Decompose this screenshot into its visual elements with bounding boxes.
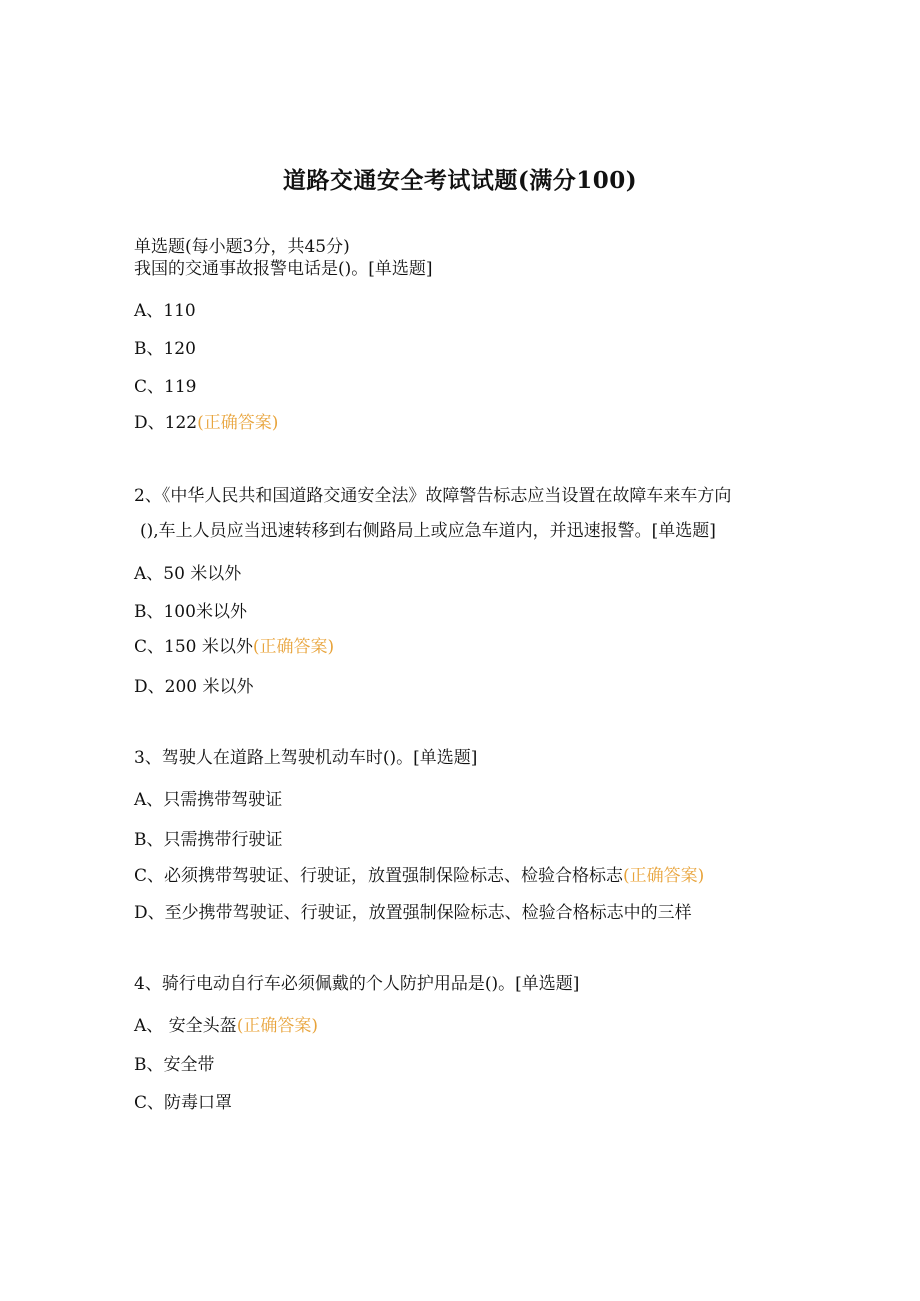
correct-answer-tag: (正确答案): [197, 413, 279, 433]
question-2-option-c: [134, 636, 334, 658]
option-text: C、必须携带驾驶证、行驶证，放置强制保险标志、检验合格标志: [134, 866, 624, 886]
option-text: C、150 米以外: [134, 637, 253, 657]
question-1-option-b: B、120: [134, 339, 196, 359]
document-title: 道路交通安全考试试题(满分100): [282, 167, 638, 194]
question-3-option-d: D、至少携带驾驶证、行驶证，放置强制保险标志、检验合格标志中的三样: [134, 903, 692, 923]
question-2-option-a: A、50 米以外: [134, 564, 242, 584]
question-2-stem-line2: (),车上人员应当迅速转移到右侧路局上或应急车道内，并迅速报警。[单选题]: [140, 521, 716, 541]
correct-answer-tag: (正确答案): [252, 637, 335, 657]
section-heading: 单选题(每小题3分，共45分): [134, 237, 350, 257]
question-2-stem-line1: 2、《中华人民共和国道路交通安全法》故障警告标志应当设置在故障车来车方向: [134, 486, 732, 506]
question-3-option-b: B、只需携带行驶证: [134, 830, 283, 850]
question-3-option-a: A、只需携带驾驶证: [134, 790, 283, 810]
question-2-option-d: D、200 米以外: [134, 677, 254, 697]
correct-answer-tag: (正确答案): [236, 1016, 318, 1036]
option-text: D、122: [134, 413, 198, 433]
question-1-option-a: A、110: [134, 301, 196, 321]
question-3-option-c: [134, 865, 704, 887]
option-text: A、 安全头盔: [134, 1016, 237, 1036]
question-2-option-b: B、100米以外: [134, 602, 247, 622]
question-1-stem: 我国的交通事故报警电话是()。[单选题]: [134, 259, 433, 279]
question-4-option-c: C、防毒口罩: [134, 1093, 233, 1113]
question-4-stem: 4、骑行电动自行车必须佩戴的个人防护用品是()。[单选题]: [134, 974, 580, 994]
question-4-option-b: B、安全带: [134, 1055, 215, 1075]
question-4-option-a: [134, 1015, 318, 1037]
question-1-option-d: [134, 412, 278, 434]
question-1-option-c: C、119: [134, 377, 197, 397]
question-3-stem: 3、驾驶人在道路上驾驶机动车时()。[单选题]: [134, 748, 478, 768]
correct-answer-tag: (正确答案): [623, 866, 705, 886]
